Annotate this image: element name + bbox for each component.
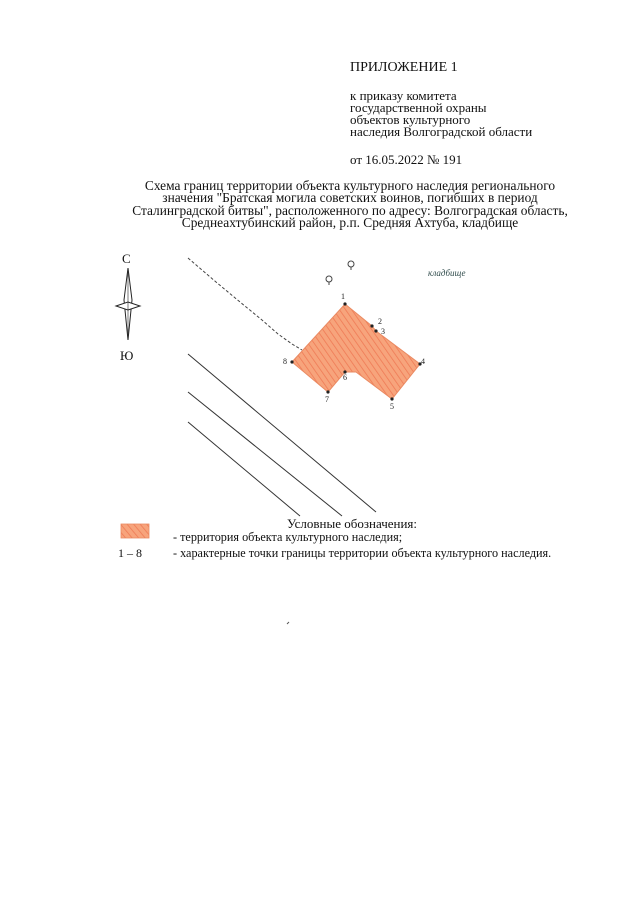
road-line	[188, 354, 376, 512]
order-reference-line: к приказу комитета	[350, 88, 457, 103]
order-date-number: от 16.05.2022 № 191	[350, 152, 463, 167]
legend-territory-swatch	[121, 524, 149, 538]
scheme-title-line: значения "Братская могила советских воинов, погибших в период	[162, 190, 538, 206]
road-line	[188, 392, 342, 516]
cemetery-label: кладбище	[428, 268, 466, 278]
boundary-point-label: 7	[325, 395, 329, 404]
scheme-title-line: Среднеахтубинский район, р.п. Средняя Ахтуба, кладбище	[181, 215, 519, 231]
boundary-point-marker	[326, 390, 329, 393]
boundary-point-label: 8	[283, 357, 287, 366]
compass-rose-icon	[116, 251, 140, 363]
legend-points-text: - характерные точки границы территории объекта культурного наследия.	[173, 546, 552, 560]
dashed-boundary-line	[188, 258, 302, 350]
boundary-point-label: 6	[343, 373, 347, 382]
boundary-point-marker	[390, 397, 393, 400]
order-reference-line: государственной охраны	[350, 100, 487, 115]
boundary-point-label: 1	[341, 292, 345, 301]
scan-mark	[287, 622, 289, 624]
boundary-point-label: 3	[381, 327, 385, 336]
heritage-territory-polygon	[292, 304, 420, 399]
order-reference-line: наследия Волгоградской области	[350, 124, 533, 139]
boundary-point-label: 5	[390, 402, 394, 411]
tree-icon	[348, 261, 354, 270]
legend-points-range: 1 – 8	[118, 546, 142, 560]
compass-north-label: С	[122, 251, 131, 266]
scheme-title-line: Сталинградской битвы", расположенного по адресу: Волгоградская область,	[132, 202, 568, 218]
compass-south-label: Ю	[120, 348, 134, 363]
order-reference-line: объектов культурного	[350, 112, 471, 127]
tree-icon	[326, 276, 332, 285]
boundary-point-marker	[374, 329, 377, 332]
boundary-point-marker	[343, 302, 346, 305]
scheme-title-line: Схема границ территории объекта культурного наследия регионального	[144, 178, 556, 193]
boundary-point-label: 2	[378, 317, 382, 326]
boundary-point-marker	[370, 324, 373, 327]
boundary-point-label: 4	[421, 357, 425, 366]
appendix-title: ПРИЛОЖЕНИЕ 1	[350, 60, 458, 75]
legend-heading: Условные обозначения:	[287, 516, 418, 531]
legend-territory-text: - территория объекта культурного наследия;	[173, 530, 403, 544]
boundary-point-marker	[290, 360, 293, 363]
